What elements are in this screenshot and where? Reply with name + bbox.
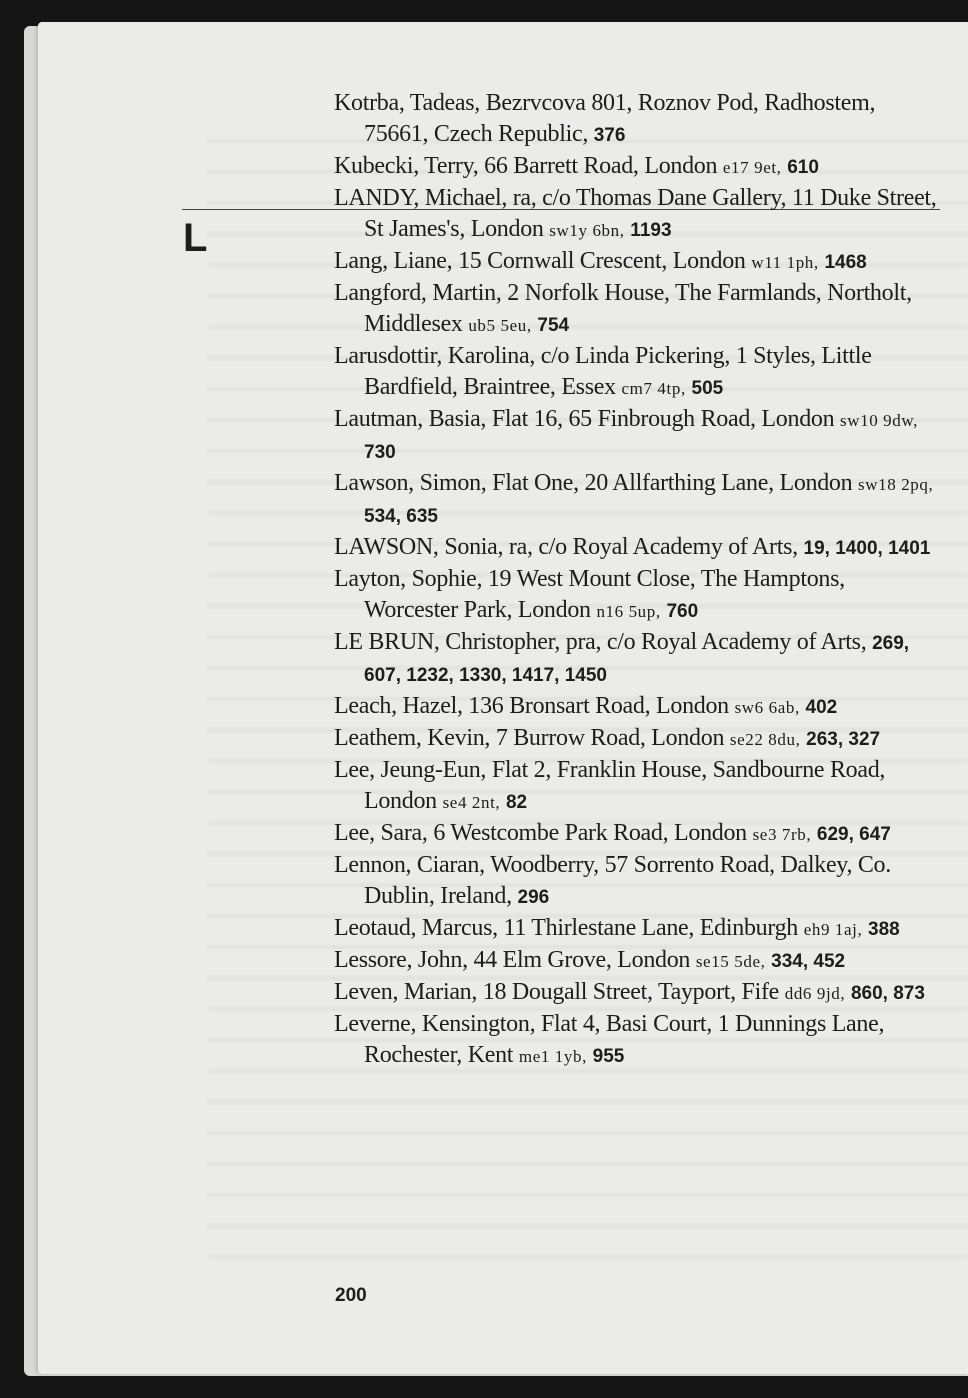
entry-refs: 19, 1400, 1401	[803, 538, 931, 559]
entry-address: 44 Elm Grove, London	[473, 947, 691, 973]
entry-address: Flat 2, Franklin House, Sandbourne Road, London	[364, 757, 886, 814]
entry-address: c/o Linda Pickering, 1 Styles, Little Bardfield, Braintree, Essex	[364, 343, 872, 400]
index-entry	[334, 977, 944, 1009]
entry-name: Leverne, Kensington,	[334, 1011, 536, 1037]
entry-postcode: se3 7rb,	[752, 825, 812, 844]
entry-postcode: me1 1yb,	[518, 1047, 587, 1066]
entry-refs: 534, 635	[364, 506, 438, 527]
index-entry	[334, 88, 944, 151]
entry-refs: 730	[364, 442, 396, 463]
entry-postcode: sw1y 6bn,	[549, 221, 625, 240]
index-entry	[334, 945, 944, 977]
entry-refs: 296	[517, 887, 550, 908]
entry-refs: 1468	[824, 252, 867, 273]
entry-refs: 263, 327	[806, 729, 881, 750]
entry-address: ra, c/o Thomas Dane Gallery, 11 Duke Street, St James's, London	[364, 185, 937, 242]
entry-name: Kotrba, Tadeas,	[334, 90, 480, 116]
index-entry	[334, 532, 944, 564]
entry-refs: 1193	[630, 220, 672, 241]
entry-address: 136 Bronsart Road, London	[468, 693, 729, 719]
entry-name: Lee, Jeung-Eun,	[334, 757, 487, 783]
index-entry	[334, 913, 944, 945]
entry-address: ra, c/o Royal Academy of Arts,	[508, 534, 798, 560]
index-entry	[334, 246, 944, 278]
entry-address: Woodberry, 57 Sorrento Road, Dalkey, Co. Dublin, Ireland,	[364, 852, 891, 909]
entry-postcode: sw6 6ab,	[734, 698, 800, 717]
entry-refs: 955	[592, 1046, 625, 1067]
index-entry	[334, 468, 944, 532]
entry-refs: 402	[805, 697, 838, 718]
entry-name: Leach, Hazel,	[334, 693, 463, 719]
entry-name: Lennon, Ciaran,	[334, 852, 485, 878]
entry-name: Leven, Marian,	[334, 979, 478, 1005]
entry-refs: 760	[666, 601, 699, 622]
entry-name: Langford, Martin,	[334, 280, 502, 306]
entry-name: Lang, Liane,	[334, 248, 453, 274]
entry-name: Layton, Sophie,	[334, 566, 483, 592]
entry-name: Kubecki, Terry,	[334, 153, 479, 179]
entry-name: LE BRUN, Christopher,	[334, 629, 561, 655]
entry-name: Lee, Sara,	[334, 820, 428, 846]
entry-address: 66 Barrett Road, London	[484, 153, 718, 179]
entry-address: Flat One, 20 Allfarthing Lane, London	[492, 470, 853, 496]
entry-postcode: se15 5de,	[695, 952, 766, 971]
entry-postcode: se22 8du,	[729, 730, 801, 749]
entry-refs: 754	[537, 315, 570, 336]
index-entry	[334, 691, 944, 723]
index-entry	[334, 627, 944, 691]
index-entry	[334, 151, 944, 183]
entry-address: 6 Westcombe Park Road, London	[433, 820, 747, 846]
entry-name: Lawson, Simon,	[334, 470, 487, 496]
entry-postcode: n16 5up,	[596, 602, 661, 621]
entry-name: Larusdottir, Karolina,	[334, 343, 536, 369]
entry-postcode: ub5 5eu,	[468, 316, 532, 335]
entry-address: pra, c/o Royal Academy of Arts,	[565, 629, 867, 655]
entry-refs: 269, 607, 1232, 1330, 1417, 1450	[364, 633, 910, 686]
entry-address: Bezrvcova 801, Roznov Pod, Radhostem, 75661, Czech Republic,	[364, 90, 876, 147]
entry-refs: 860, 873	[850, 983, 925, 1004]
index-entry	[334, 1009, 944, 1072]
entry-refs: 505	[691, 378, 724, 399]
page-number: 200	[335, 1285, 367, 1306]
index-entry	[334, 850, 944, 913]
entry-postcode: sw18 2pq,	[858, 475, 934, 494]
entry-address: Flat 16, 65 Finbrough Road, London	[491, 406, 835, 432]
entry-postcode: e17 9et,	[722, 158, 782, 177]
entry-postcode: eh9 1aj,	[803, 920, 863, 939]
index-entry	[334, 183, 944, 246]
entry-name: LANDY, Michael,	[334, 185, 508, 211]
entry-postcode: se4 2nt,	[442, 793, 501, 812]
index-entry	[334, 723, 944, 755]
index-entry	[334, 564, 944, 627]
entry-name: LAWSON, Sonia,	[334, 534, 504, 560]
entry-postcode: sw10 9dw,	[840, 411, 918, 430]
index-entry	[334, 818, 944, 850]
entry-refs: 610	[787, 157, 819, 178]
entry-address: 19 West Mount Close, The Hamptons, Worcester Park, London	[364, 566, 845, 623]
entry-refs: 334, 452	[771, 951, 846, 972]
entry-address: 2 Norfolk House, The Farmlands, Northolt, Middlesex	[364, 280, 912, 337]
entry-name: Lessore, John,	[334, 947, 468, 973]
entry-address: 15 Cornwall Crescent, London	[458, 248, 746, 274]
entry-name: Leathem, Kevin,	[334, 725, 491, 751]
entry-postcode: cm7 4tp,	[621, 379, 686, 398]
index-entry	[334, 341, 944, 404]
entry-address: 18 Dougall Street, Tayport, Fife	[482, 979, 780, 1005]
index-entry	[334, 404, 944, 468]
entry-postcode: w11 1ph,	[751, 253, 819, 272]
entry-address: 11 Thirlestane Lane, Edinburgh	[503, 915, 798, 941]
entry-name: Leotaud, Marcus,	[334, 915, 498, 941]
entry-refs: 388	[868, 919, 900, 940]
entry-refs: 629, 647	[816, 824, 891, 845]
entry-refs: 82	[505, 792, 528, 813]
entry-address: 7 Burrow Road, London	[495, 725, 725, 751]
index-entries	[334, 88, 944, 1072]
section-letter: L	[183, 216, 208, 260]
entry-name: Lautman, Basia,	[334, 406, 487, 432]
entry-postcode: dd6 9jd,	[784, 984, 846, 1003]
index-entry	[334, 278, 944, 341]
index-entry	[334, 755, 944, 818]
entry-refs: 376	[593, 125, 626, 146]
entry-address: Flat 4, Basi Court, 1 Dunnings Lane, Rochester, Kent	[364, 1011, 885, 1068]
